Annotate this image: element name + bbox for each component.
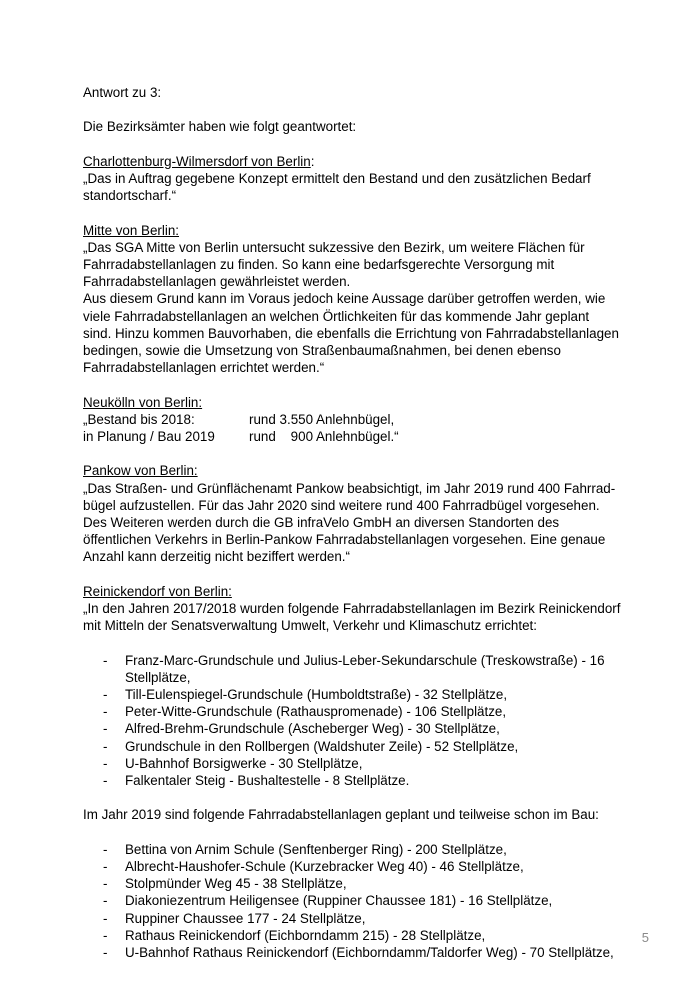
- reinickendorf-line: „In den Jahren 2017/2018 wurden folgende Fahrradabstellanlagen im Bezirk Reinickendorf: [83, 601, 621, 616]
- section-title-cw-suffix: :: [310, 153, 315, 169]
- list-item-text: Franz-Marc-Grundschule und Julius-Leber-Sekundarschule (Treskowstraße) - 16: [125, 652, 605, 668]
- pankow-line: bügel aufzustellen. Für das Jahr 2020 sind weitere rund 400 Fahrradbügel vorgesehen.: [83, 497, 600, 513]
- list-item: - Grundschule in den Rollbergen (Waldshuter Zeile) - 52 Stellplätze,: [83, 738, 653, 755]
- list-item: - Stolpmünder Weg 45 - 38 Stellplätze,: [83, 875, 653, 892]
- section-title-reinickendorf: Reinickendorf von Berlin:: [83, 583, 232, 599]
- list-item: - Peter-Witte-Grundschule (Rathauspromenade) - 106 Stellplätze,: [83, 703, 653, 720]
- list-item: - Falkentaler Steig - Bushaltestelle - 8 Stellplätze.: [83, 772, 653, 789]
- mitte-line: Aus diesem Grund kann im Voraus jedoch keine Aussage darüber getroffen werden, wie: [83, 291, 606, 307]
- intro-text: Die Bezirksämter haben wie folgt geantwortet:: [83, 119, 357, 135]
- list-item: - Rathaus Reinickendorf (Eichborndamm 215) - 28 Stellplätze,: [83, 927, 653, 944]
- list-item: - Bettina von Arnim Schule (Senftenberger Ring) - 200 Stellplätze,: [83, 841, 653, 858]
- mitte-line: Fahrradabstellanlagen zu finden. So kann eine bedarfsgerechte Versorgung mit: [83, 256, 555, 272]
- cw-line: „Das in Auftrag gegebene Konzept ermittelt den Bestand und den zusätzlichen Bedarf: [83, 170, 591, 186]
- neukoelln-value: rund 900 Anlehnbügel.“: [249, 429, 399, 444]
- neukoelln-row: [83, 411, 653, 428]
- list-item: [83, 652, 653, 686]
- list-item: - Albrecht-Haushofer-Schule (Kurzebracker Weg 40) - 46 Stellplätze,: [83, 858, 653, 875]
- section-title-pankow: Pankow von Berlin:: [83, 463, 198, 479]
- mitte-line: bedingen, sowie die Umsetzung von Straßenbaumaßnahmen, bei denen ebenso: [83, 343, 561, 358]
- section-title-cw: [83, 153, 653, 170]
- list-item: - U-Bahnhof Rathaus Reinickendorf (Eichborndamm/Taldorfer Weg) - 70 Stellplätze,: [83, 944, 653, 961]
- list-item: - U-Bahnhof Borsigwerke - 30 Stellplätze,: [83, 755, 653, 772]
- section-title-cw-text: Charlottenburg-Wilmersdorf von Berlin: [83, 153, 311, 169]
- neukoelln-value: rund 3.550 Anlehnbügel,: [249, 411, 395, 427]
- list-item: - Till-Eulenspiegel-Grundschule (Humboldtstraße) - 32 Stellplätze,: [83, 686, 653, 703]
- pankow-line: Des Weiteren werden durch die GB infraVelo GmbH an diversen Standorten des: [83, 515, 560, 530]
- list-2019: [83, 841, 653, 961]
- mitte-line: Fahrradabstellanlagen gewährleistet werden.: [83, 274, 351, 290]
- neukoelln-label: in Planung / Bau 2019: [83, 429, 215, 444]
- section-title-neukoelln: Neukölln von Berlin:: [83, 394, 203, 410]
- pankow-line: öffentlichen Verkehrs in Berlin-Pankow Fahrradabstellanlagen vorgesehen. Eine genaue: [83, 532, 606, 548]
- mitte-line: Fahrradabstellanlagen errichtet werden.“: [83, 360, 325, 376]
- mitte-line: viele Fahrradabstellanlagen an welchen Örtlichkeiten für das kommende Jahr geplant: [83, 308, 590, 324]
- cw-line: standortscharf.“: [83, 188, 177, 204]
- list-item: - Diakoniezentrum Heiligensee (Ruppiner Chaussee 181) - 16 Stellplätze,: [83, 892, 653, 909]
- answer-heading: Antwort zu 3:: [83, 85, 162, 100]
- reinickendorf-line: mit Mitteln der Senatsverwaltung Umwelt, Verkehr und Klimaschutz errichtet:: [83, 618, 537, 634]
- list-2017-2018: [83, 652, 653, 790]
- section-title-mitte: Mitte von Berlin:: [83, 222, 180, 238]
- mitte-line: sind. Hinzu kommen Bauvorhaben, die ebenfalls die Errichtung von Fahrradabstellanlagen: [83, 325, 619, 341]
- document-page: [83, 84, 653, 961]
- neukoelln-label: „Bestand bis 2018:: [83, 411, 195, 427]
- pankow-line: „Das Straßen- und Grünflächenamt Pankow beabsichtigt, im Jahr 2019 rund 400 Fahrrad-: [83, 480, 616, 496]
- list-item-text-cont: Stellplätze,: [125, 669, 191, 685]
- list-item: - Alfred-Brehm-Grundschule (Ascheberger Weg) - 30 Stellplätze,: [83, 720, 653, 737]
- intro-2019: Im Jahr 2019 sind folgende Fahrradabstellanlagen geplant und teilweise schon im Bau:: [83, 807, 599, 823]
- pankow-line: Anzahl kann derzeitig nicht beziffert werden.“: [83, 549, 350, 565]
- neukoelln-row: [83, 428, 653, 445]
- list-item: - Ruppiner Chaussee 177 - 24 Stellplätze,: [83, 910, 653, 927]
- mitte-line: „Das SGA Mitte von Berlin untersucht sukzessive den Bezirk, um weitere Flächen für: [83, 239, 585, 255]
- page-number: 5: [641, 930, 649, 945]
